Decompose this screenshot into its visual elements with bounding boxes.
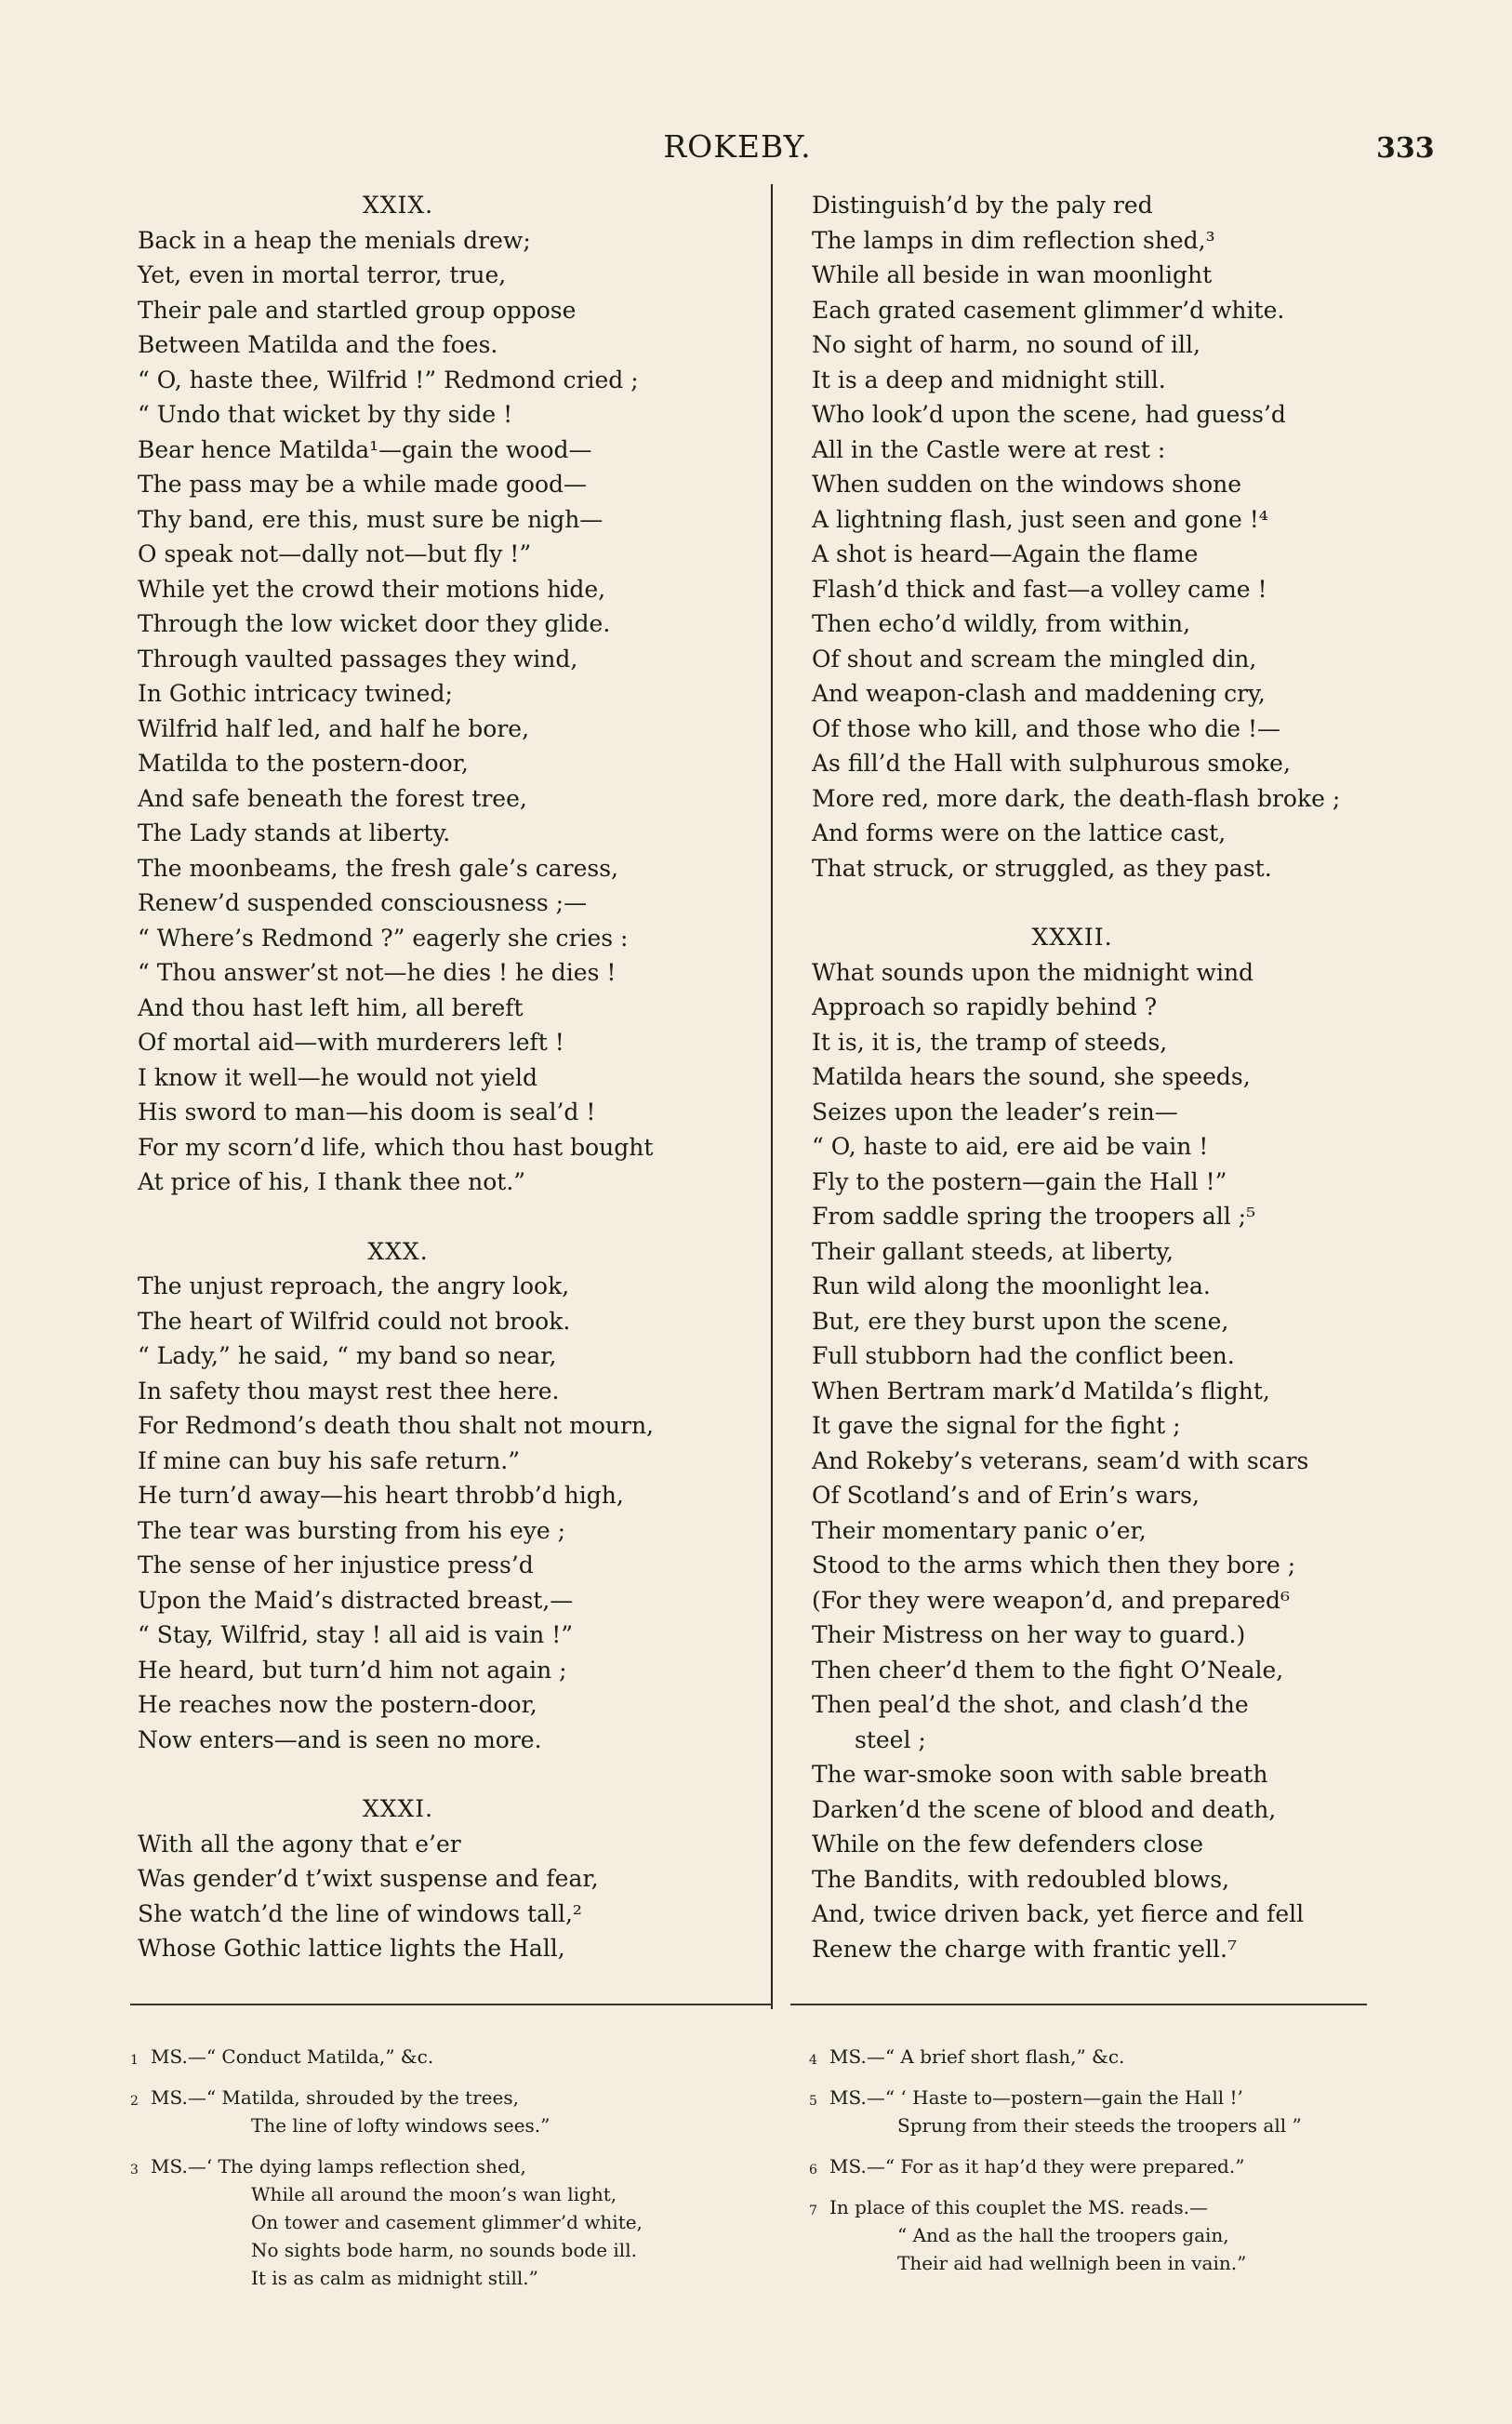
verse-line: The unjust reproach, the angry look, <box>138 1272 570 1299</box>
footnote-text: MS.—“ For as it hap’d they were prepared.” <box>829 2155 1245 2178</box>
verse-line: While yet the crowd their motions hide, <box>138 575 606 603</box>
stanza-heading: XXIX. <box>362 192 434 219</box>
verse-line: It is, it is, the tramp of steeds, <box>812 1028 1168 1056</box>
footnote-marker: 7 <box>809 2204 817 2218</box>
verse-line: The tear was bursting from his eye ; <box>138 1516 566 1544</box>
verse-line: From saddle spring the troopers all ;⁵ <box>812 1203 1256 1230</box>
verse-line: Full stubborn had the conflict been. <box>812 1342 1235 1369</box>
verse-line: Each grated casement glimmer’d white. <box>812 296 1285 324</box>
column-divider <box>771 184 773 2009</box>
verse-line: He heard, but turn’d him not again ; <box>138 1656 567 1684</box>
verse-line: Darken’d the scene of blood and death, <box>812 1795 1277 1823</box>
footnote-rule-left <box>130 2004 772 2005</box>
page-number: 333 <box>1376 132 1435 165</box>
verse-line: Then echo’d wildly, from within, <box>812 610 1191 637</box>
verse-line: Renew the charge with frantic yell.⁷ <box>812 1935 1238 1963</box>
verse-line: The war-smoke soon with sable breath <box>812 1761 1268 1788</box>
verse-line: More red, more dark, the death-flash broke ; <box>812 784 1341 812</box>
verse-line: What sounds upon the midnight wind <box>812 958 1254 986</box>
verse-line: Bear hence Matilda¹—gain the wood— <box>138 435 592 463</box>
footnote-line: No sights bode harm, no sounds bode ill. <box>251 2239 637 2261</box>
verse-line: The heart of Wilfrid could not brook. <box>138 1307 571 1335</box>
verse-line: The sense of her injustice press’d <box>138 1552 534 1578</box>
footnotes-left <box>130 2043 725 2305</box>
verse-line: Then cheer’d them to the fight O’Neale, <box>812 1656 1284 1684</box>
verse-line: Upon the Maid’s distracted breast,— <box>138 1586 574 1614</box>
verse-line: While on the few defenders close <box>812 1831 1204 1858</box>
verse-line: That struck, or struggled, as they past. <box>812 854 1272 882</box>
stanza-heading: XXX. <box>367 1237 429 1265</box>
verse-line: When Bertram mark’d Matilda’s flight, <box>812 1377 1270 1405</box>
verse-line: Yet, even in mortal terror, true, <box>138 261 507 288</box>
verse-line: “ O, haste thee, Wilfrid !” Redmond cried ; <box>138 366 639 393</box>
verse-line: Who look’d upon the scene, had guess’d <box>812 401 1286 428</box>
verse-line: Approach so rapidly behind ? <box>812 993 1158 1020</box>
footnote <box>130 2152 725 2292</box>
verse-line: Distinguish’d by the paly red <box>812 192 1153 219</box>
footnote <box>809 2193 1404 2277</box>
verse-line: But, ere they burst upon the scene, <box>812 1307 1229 1335</box>
verse-line: “ Where’s Redmond ?” eagerly she cries : <box>138 924 629 952</box>
footnote-text: In place of this couplet the MS. reads.— <box>829 2196 1208 2218</box>
verse-line: For Redmond’s death thou shalt not mourn, <box>138 1412 655 1439</box>
footnote-marker: 2 <box>130 2094 139 2109</box>
verse-line: For my scorn’d life, which thou hast bought <box>138 1133 654 1161</box>
verse-line: Renew’d suspended consciousness ;— <box>138 889 588 916</box>
verse-line: And Rokeby’s veterans, seam’d with scars <box>812 1446 1309 1474</box>
verse-line: Was gender’d t’wixt suspense and fear, <box>138 1865 599 1892</box>
verse-line: Now enters—and is seen no more. <box>138 1725 542 1753</box>
footnote-first-line <box>809 2043 1404 2071</box>
verse-line: Flash’d thick and fast—a volley came ! <box>812 575 1267 603</box>
verse-line: “ Stay, Wilfrid, stay ! all aid is vain !” <box>138 1621 574 1648</box>
stanza-heading: XXXI. <box>362 1795 434 1822</box>
verse-line: It is a deep and midnight still. <box>812 366 1166 393</box>
verse-line: The Bandits, with redoubled blows, <box>812 1865 1230 1893</box>
verse-line: Thy band, ere this, must sure be nigh— <box>138 505 603 533</box>
left-poem-column <box>138 188 751 1966</box>
verse-line: Between Matilda and the foes. <box>138 331 498 358</box>
verse-line: Their pale and startled group oppose <box>138 296 577 324</box>
footnote-line: “ And as the hall the troopers gain, <box>897 2224 1229 2246</box>
verse-line: A shot is heard—Again the flame <box>812 540 1199 567</box>
verse-line: As fill’d the Hall with sulphurous smoke, <box>812 750 1291 777</box>
verse-line: Wilfrid half led, and half he bore, <box>138 714 530 742</box>
verse-line: Fly to the postern—gain the Hall !” <box>812 1167 1227 1195</box>
verse-line: Stood to the arms which then they bore ; <box>812 1552 1296 1578</box>
stanza-gap <box>812 886 1426 920</box>
footnote-marker: 5 <box>809 2094 817 2109</box>
footnote-first-line <box>809 2084 1404 2111</box>
verse-line: Through vaulted passages they wind, <box>138 645 578 673</box>
footnote <box>809 2043 1404 2071</box>
verse-line: Of those who kill, and those who die !— <box>812 714 1281 742</box>
footnote <box>130 2084 725 2139</box>
verse-line: In safety thou mayst rest thee here. <box>138 1377 560 1405</box>
verse-line: Of mortal aid—with murderers left ! <box>138 1029 564 1056</box>
running-title: ROKEBY. <box>663 128 812 165</box>
footnote-line: Sprung from their steeds the troopers all ” <box>897 2114 1302 2137</box>
verse-line: He turn’d away—his heart throbb’d high, <box>138 1482 624 1509</box>
verse-line: steel ; <box>855 1725 926 1753</box>
footnotes-right <box>809 2043 1404 2290</box>
verse-line: He reaches now the postern-door, <box>138 1691 537 1718</box>
verse-line: When sudden on the windows shone <box>812 471 1242 498</box>
verse-line: The moonbeams, the fresh gale’s caress, <box>138 854 619 882</box>
verse-line: Seizes upon the leader’s rein— <box>812 1098 1178 1125</box>
verse-line: All in the Castle were at rest : <box>812 435 1166 463</box>
footnote <box>130 2043 725 2071</box>
footnote-marker: 4 <box>809 2053 817 2068</box>
stanza-heading: XXXII. <box>1031 924 1113 951</box>
verse-line: Run wild along the moonlight lea. <box>812 1272 1211 1299</box>
footnote-line: While all around the moon’s wan light, <box>251 2183 617 2205</box>
verse-line: Their momentary panic o’er, <box>812 1516 1147 1544</box>
verse-line: “ Lady,” he said, “ my band so near, <box>138 1342 557 1369</box>
footnote-text: MS.—“ A brief short flash,” &c. <box>829 2045 1125 2068</box>
verse-line: And forms were on the lattice cast, <box>812 819 1227 846</box>
stanza-gap <box>138 1757 751 1791</box>
verse-line: In Gothic intricacy twined; <box>138 680 453 707</box>
verse-line: Their Mistress on her way to guard.) <box>812 1621 1246 1648</box>
footnote-line: On tower and casement glimmer’d white, <box>251 2211 643 2233</box>
right-poem-column <box>812 188 1426 1966</box>
footnote-text: MS.—‘ The dying lamps reflection shed, <box>151 2155 526 2178</box>
verse-line: Then peal’d the shot, and clash’d the <box>812 1691 1249 1718</box>
footnote-first-line <box>130 2043 725 2071</box>
footnote-marker: 6 <box>809 2163 817 2178</box>
verse-line: She watch’d the line of windows tall,² <box>138 1899 582 1927</box>
footnote-first-line <box>130 2084 725 2111</box>
verse-line: Matilda hears the sound, she speeds, <box>812 1063 1251 1090</box>
footnote-text: MS.—“ Conduct Matilda,” &c. <box>151 2045 434 2068</box>
verse-line: And safe beneath the forest tree, <box>138 784 527 812</box>
footnote <box>809 2152 1404 2180</box>
footnote-first-line <box>809 2152 1404 2180</box>
verse-line: “ Undo that wicket by thy side ! <box>138 401 513 428</box>
footnote <box>809 2084 1404 2139</box>
verse-line: The pass may be a while made good— <box>138 471 588 498</box>
verse-line: With all the agony that e’er <box>138 1830 461 1858</box>
verse-line: It gave the signal for the fight ; <box>812 1412 1181 1439</box>
footnote-text: MS.—“ Matilda, shrouded by the trees, <box>151 2086 519 2109</box>
footnote-first-line <box>130 2152 725 2180</box>
footnote-marker: 1 <box>130 2053 139 2068</box>
verse-line: At price of his, I thank thee not.” <box>138 1168 526 1195</box>
verse-line: No sight of harm, no sound of ill, <box>812 331 1200 358</box>
verse-line: A lightning flash, just seen and gone !⁴ <box>812 505 1268 533</box>
verse-line: Through the low wicket door they glide. <box>138 610 611 637</box>
footnote-text: MS.—“ ‘ Haste to—postern—gain the Hall !’ <box>829 2086 1243 2109</box>
verse-line: Of shout and scream the mingled din, <box>812 645 1257 673</box>
verse-line: O speak not—dally not—but fly !” <box>138 540 532 567</box>
verse-line: Their gallant steeds, at liberty, <box>812 1237 1174 1265</box>
footnote-rule-right <box>790 2004 1367 2005</box>
verse-line: While all beside in wan moonlight <box>812 261 1213 288</box>
verse-line: The lamps in dim reflection shed,³ <box>812 226 1215 254</box>
footnote-line: It is as calm as midnight still.” <box>251 2267 538 2289</box>
verse-line: “ O, haste to aid, ere aid be vain ! <box>812 1133 1209 1160</box>
footnote-first-line <box>809 2193 1404 2221</box>
verse-line: And, twice driven back, yet fierce and fell <box>812 1900 1305 1927</box>
verse-line: If mine can buy his safe return.” <box>138 1446 521 1474</box>
verse-line: Back in a heap the menials drew; <box>138 226 531 254</box>
footnote-line: Their aid had wellnigh been in vain.” <box>897 2252 1247 2274</box>
verse-line: His sword to man—his doom is seal’d ! <box>138 1099 596 1125</box>
stanza-gap <box>138 1200 751 1234</box>
verse-line: And weapon-clash and maddening cry, <box>812 680 1266 707</box>
verse-line: “ Thou answer’st not—he dies ! he dies ! <box>138 959 617 986</box>
verse-line: The Lady stands at liberty. <box>138 819 451 846</box>
verse-line: (For they were weapon’d, and prepared⁶ <box>812 1586 1291 1614</box>
verse-line: Matilda to the postern-door, <box>138 750 469 777</box>
verse-line: Of Scotland’s and of Erin’s wars, <box>812 1482 1200 1509</box>
verse-line: I know it well—he would not yield <box>138 1063 538 1091</box>
verse-line: And thou hast left him, all bereft <box>138 993 524 1021</box>
footnote-line: The line of lofty windows sees.” <box>251 2114 550 2137</box>
footnote-marker: 3 <box>130 2163 139 2178</box>
verse-line: Whose Gothic lattice lights the Hall, <box>138 1935 565 1962</box>
